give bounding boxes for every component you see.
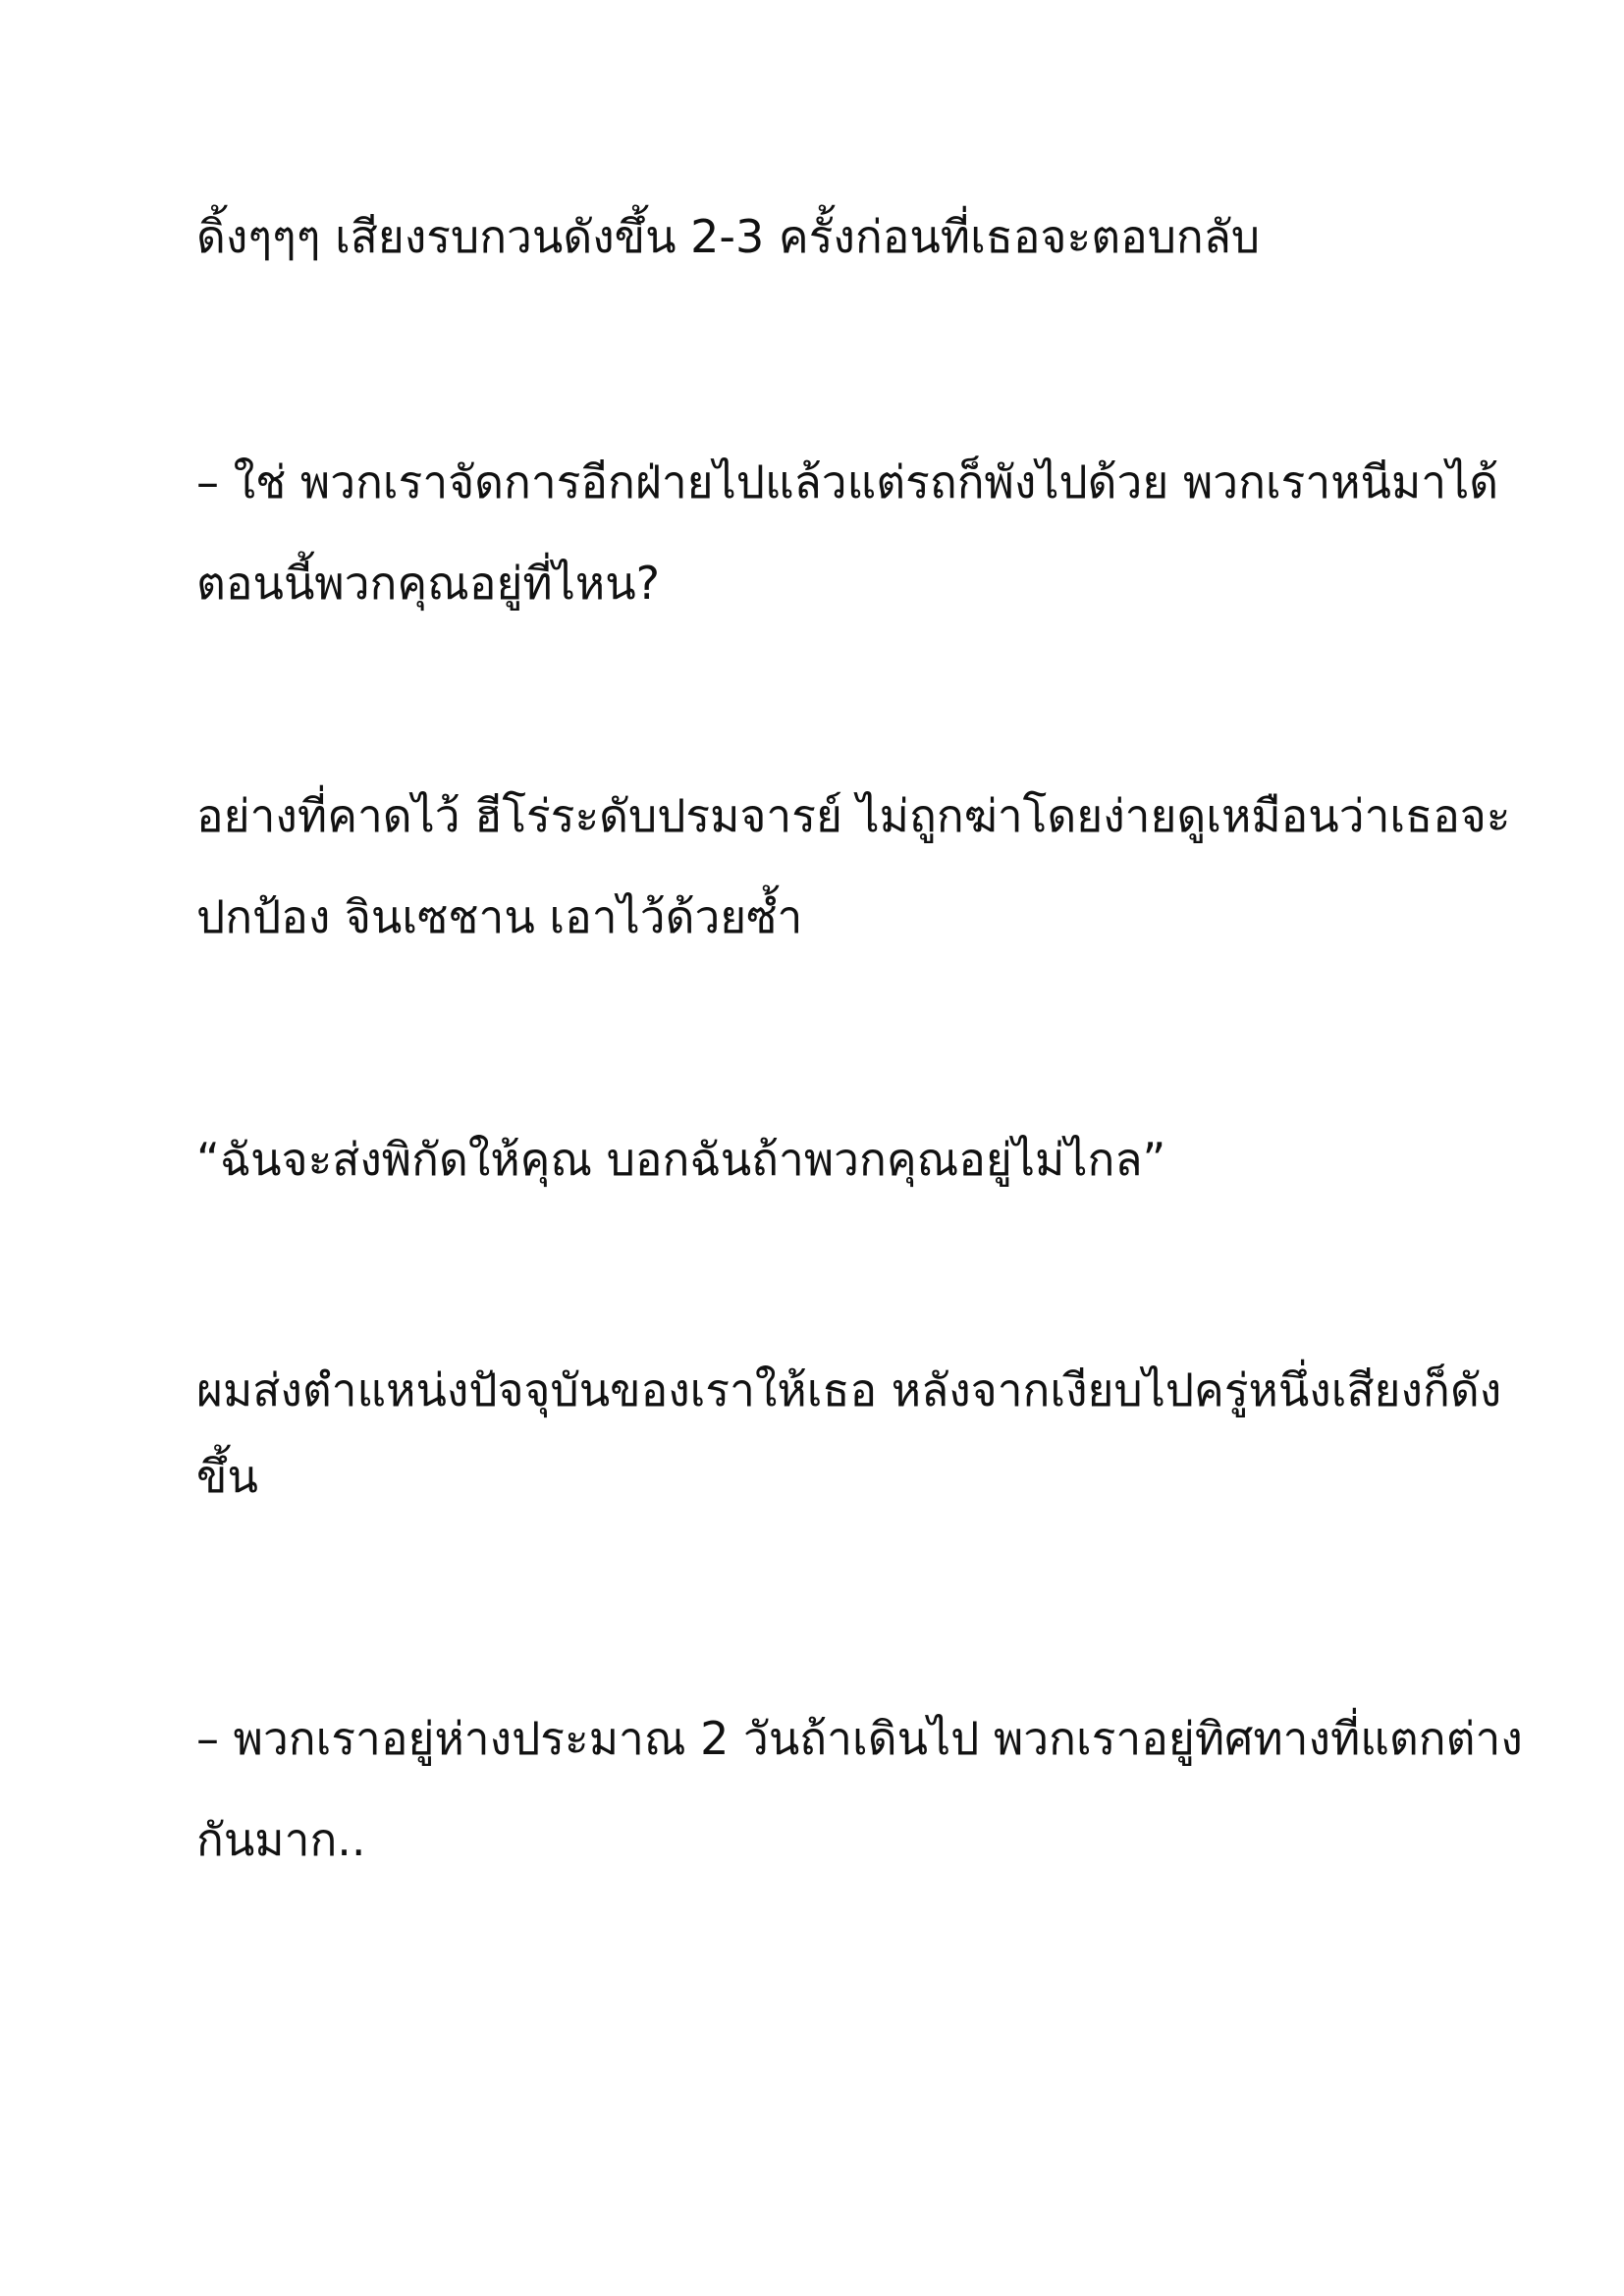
paragraph-distance [196, 1688, 1523, 1891]
text-line: “ฉันจะส่งพิกัดให้คุณ บอกฉันถ้าพวกคุณอยู่ไม่ไกล” [196, 1133, 1166, 1186]
paragraph-noise [196, 187, 1434, 288]
text-line: ปกป้อง จินเซชาน เอาไว้ด้วยซ้ำ [196, 890, 803, 943]
paragraph-quote [196, 1109, 1434, 1210]
text-line: – ใช่ พวกเราจัดการอีกฝ่ายไปแล้วแต่รถก็พังไปด้วย พวกเราหนีมาได้ [196, 455, 1499, 508]
text-line: ดิ้งๆๆๆ เสียงรบกวนดังขึ้น 2-3 ครั้งก่อนที่เธอจะตอบกลับ [196, 210, 1261, 263]
text-line: กันมาก.. [196, 1813, 366, 1866]
paragraph-location [196, 1347, 1502, 1520]
text-line: ตอนนี้พวกคุณอยู่ที่ไหน? [196, 557, 661, 610]
paragraph-narration [196, 766, 1511, 968]
text-line: ผมส่งตำแหน่งปัจจุบันของเราให้เธอ หลังจากเงียบไปครู่หนึ่งเสียงก็ดัง [196, 1363, 1502, 1416]
text-line: ขึ้น [196, 1450, 258, 1503]
paragraph-reply [196, 432, 1499, 634]
text-line: – พวกเราอยู่ห่างประมาณ 2 วันถ้าเดินไป พวกเราอยู่ทิศทางที่แตกต่าง [196, 1712, 1523, 1765]
text-line: อย่างที่คาดไว้ ฮีโร่ระดับปรมจารย์ ไม่ถูกฆ่าโดยง่ายดูเหมือนว่าเธอจะ [196, 789, 1511, 842]
